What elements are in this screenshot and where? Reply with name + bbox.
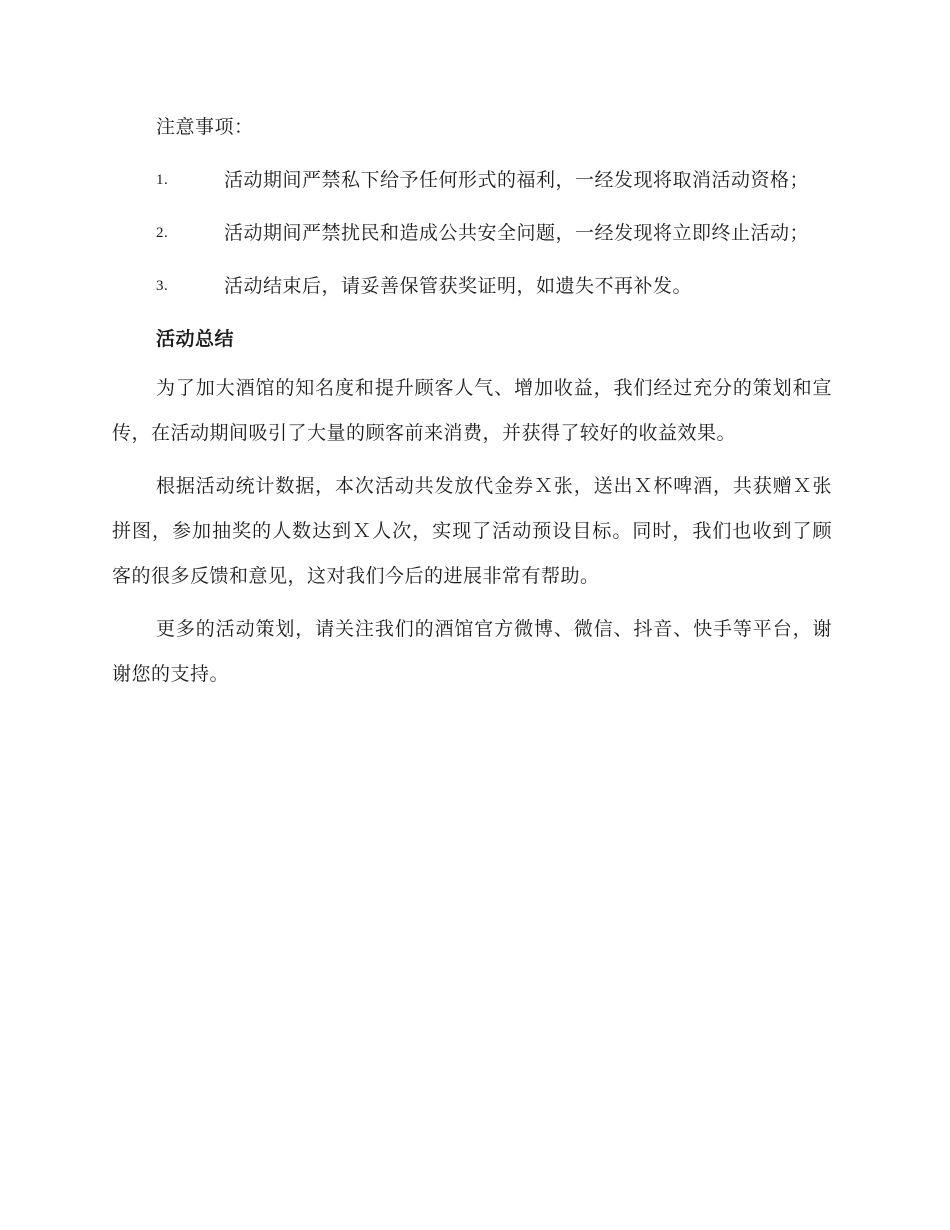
notice-item-3 <box>112 264 832 309</box>
summary-heading: 活动总结 <box>156 328 235 350</box>
notice-title: 注意事项： <box>156 116 254 138</box>
notice-item-text: 活动期间严禁私下给予任何形式的福利，一经发现将取消活动资格； <box>224 169 810 191</box>
document-body <box>112 105 832 705</box>
notice-item-number: 1. <box>156 172 169 188</box>
summary-paragraph-1: 为了加大酒馆的知名度和提升顾客人气、增加收益，我们经过充分的策划和宣传，在活动期间吸引了大量的顾客前来消费，并获得了较好的收益效果。 <box>112 377 832 444</box>
notice-item-text: 活动期间严禁扰民和造成公共安全问题，一经发现将立即终止活动； <box>224 222 810 244</box>
notice-item-number: 2. <box>156 225 169 241</box>
notice-item-text: 活动结束后，请妥善保管获奖证明，如遗失不再补发。 <box>224 275 693 297</box>
notice-item-2 <box>112 211 832 256</box>
notice-item-1 <box>112 158 832 203</box>
summary-paragraph-2: 根据活动统计数据，本次活动共发放代金券Ｘ张，送出Ｘ杯啤酒，共获赠Ｘ张拼图，参加抽奖的人数达到Ｘ人次，实现了活动预设目标。同时，我们也收到了顾客的很多反馈和意见，这对我们今后的进展非常有帮助。 <box>112 475 832 587</box>
notice-item-number: 3. <box>156 278 169 294</box>
summary-paragraph-3: 更多的活动策划，请关注我们的酒馆官方微博、微信、抖音、快手等平台，谢谢您的支持。 <box>112 618 832 685</box>
